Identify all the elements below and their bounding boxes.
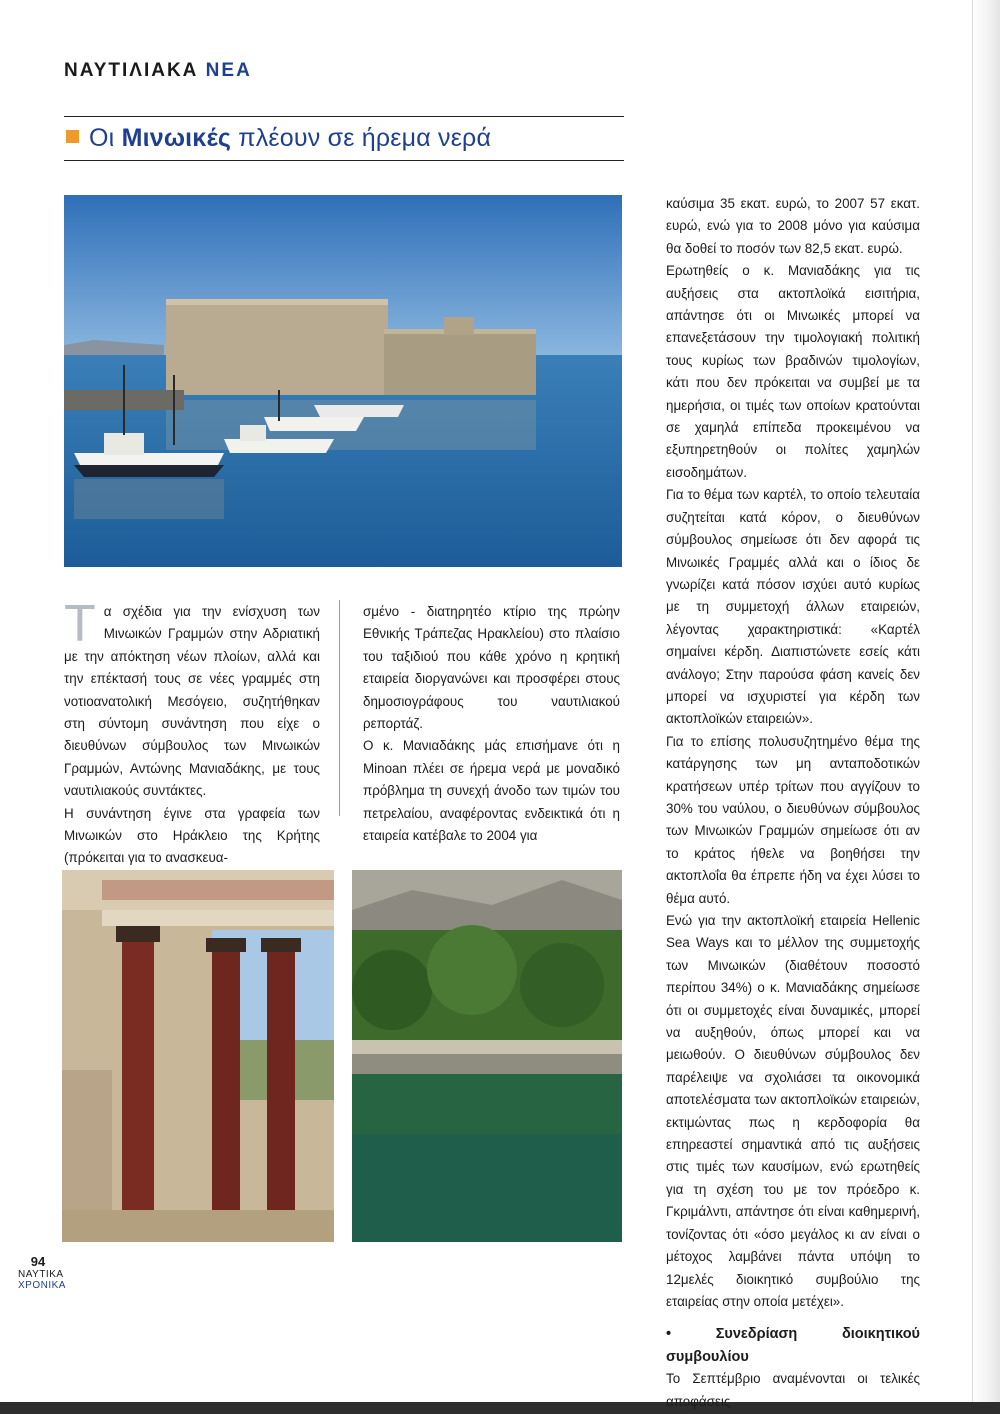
page-folio — [18, 1254, 66, 1291]
section-label — [64, 60, 252, 82]
right-paragraph: Ενώ για την ακτοπλοϊκή εταιρεία Hellenic Sea Ways και το μέλλον της συμμετοχής των Μινωικών (διαθέτουν ποσοστό περίπου 34%) ο κ. Μανιαδάκης σημείωσε ότι οι συμμετοχές είναι δυναμικές, μπορεί να αυξηθούν, όπως μπορεί και να μειωθούν. Ο διευθύνων σύμβουλος δεν παρέλειψε να σχολιάσει τα οικονομικά αποτελέσματα των ακτοπλοϊκών εταιρειών, εκτιμώντας πως η κερδοφορία θα επηρεαστεί σημαντικά από τις αυξήσεις στις τιμές των καυσίμων, ενώ ερωτηθείς για τη σχέση του με τον πρόεδρο κ. Γκριμάλντι, απάντησε ότι είναι καθημερινή, τονίζοντας ότι «όσο μεγάλος κι αν είναι ο μέτοχος λαμβάνει πάντα υπόψη το 12μελές διοικητικό συμβούλιο της εταιρείας στην οποία μετέχει». — [666, 913, 920, 1309]
headline-bottom-rule — [64, 160, 624, 161]
middle-paragraph: σμένο - διατηρητέο κτίριο της πρώην Εθνικής Τράπεζας Ηρακλείου) στο πλαίσιο του ταξιδιού που κάθε χρόνο η κρητική εταιρεία διοργανώνει και προσφέρει στους δημοσιογράφους του ναυτιλιακού ρεπορτάζ. — [363, 604, 620, 732]
headline-bold: Μινωικές — [121, 124, 232, 152]
right-paragraph: Για το θέμα των καρτέλ, το οποίο τελευταία συζητείται κατά κόρον, ο διευθύνων σύμβουλος σημείωσε ότι δεν αφορά τις Μινωικές Γραμμές αλλά και ο ίδιος δε γνωρίζει κατά πόσον ισχύει αυτό κυρίως με τη συμμετοχή άλλων εταιρειών, λέγοντας χαρακτηριστικά: «Καρτέλ σημαίνει κέρδη. Διαπιστώνετε εσείς κάτι ανάλογο; Στην παρούσα φάση κανείς δεν μπορεί να ισχυριστεί για κέρδη των ακτοπλοϊκών εταιρειών». — [666, 487, 920, 727]
subheading: • Συνεδρίαση διοικητικού συμβουλίου — [666, 1326, 920, 1365]
left-paragraph: α σχέδια για την ενίσχυση των Μινωικών Γραμμών στην Αδριατική με την απόκτηση νέων πλοίων, αλλά και την επέκτασή τους σε νέες γραμμές στη νοτιοανατολική Μεσόγειο, συζητήθηκαν στη σύντομη συνάντηση που είχε ο διευθύνων σύμβουλος των Μινωικών Γραμμών, Αντώνης Μανιαδάκης, με τους ναυτιλιακούς συντάκτες. — [64, 604, 320, 799]
middle-paragraph: Ο κ. Μανιαδάκης μάς επισήμανε ότι η Minoan πλέει σε ήρεμα νερά με μοναδικό πρόβλημα τη συνεχή άνοδο των τιμών του πετρελαίου, αναφέροντας ενδεικτικά ότι η εταιρεία κατέβαλε το 2004 για — [363, 738, 620, 844]
section-label-part2: ΝΕΑ — [205, 60, 252, 81]
column-divider — [339, 600, 340, 816]
right-paragraph: καύσιμα 35 εκατ. ευρώ, το 2007 57 εκατ. ευρώ, ενώ για το 2008 μόνο για καύσιμα θα δοθεί το ποσόν των 82,5 εκατ. ευρώ. — [666, 196, 920, 256]
left-paragraph: Η συνάντηση έγινε στα γραφεία των Μινωικών στο Ηράκλειο της Κρήτης (πρόκειται για το ανασκευα- — [64, 805, 320, 866]
article-headline — [66, 124, 491, 153]
right-paragraph: Το Σεπτέμβριο αναμένονται οι τελικές αποφάσεις — [666, 1371, 920, 1409]
drop-cap: Τ — [64, 595, 96, 653]
harbor-fortress-photo — [64, 195, 622, 567]
headline-top-rule — [64, 116, 624, 117]
right-column — [666, 193, 920, 1413]
knossos-palace-photo — [62, 870, 334, 1242]
headline-post: πλέουν σε ήρεμα νερά — [238, 124, 492, 152]
green-lake-photo — [352, 870, 622, 1242]
headline-bullet-icon — [66, 130, 79, 143]
headline-pre: Οι — [89, 124, 115, 152]
left-column — [64, 595, 320, 870]
middle-column — [363, 601, 620, 847]
right-paragraph: Για το επίσης πολυσυζητημένο θέμα της κατάργησης των μη ανταποδοτικών κρατήσεων υπέρ τρίτων που αγγίζουν το 30% του ναύλου, ο διευθύνων σύμβουλος των Μινωικών Γραμμών σημείωσε ότι αν το κράτος ήθελε να βοηθήσει την ακτοπλοΐα θα έπρεπε ήδη να έχει λύσει το θέμα αυτό. — [666, 733, 920, 906]
magazine-name-line1: ΝΑΥΤΙΚΑ — [18, 1269, 64, 1280]
magazine-name-line2: ΧΡΟΝΙΚΑ — [18, 1280, 66, 1291]
page-number: 94 — [30, 1254, 46, 1269]
right-paragraph: Ερωτηθείς ο κ. Μανιαδάκης για τις αυξήσεις στα ακτοπλοϊκά εισιτήρια, απάντησε ότι οι Μινωικές μπορεί να επανεξετάσουν την τιμολογιακή πολιτική τους κυρίως των βραδινών τιμολογίων, κάτι που δεν πρόκειται να συμβεί με τα ημερήσια, οι τιμές των οποίων κρατούνται σε χαμηλά επίπεδα προκειμένου να εξυπηρετηθούν οι πολίτες χαμηλών εισοδημάτων. — [666, 263, 920, 480]
page-edge-shadow — [972, 0, 1000, 1414]
section-label-part1: ΝΑΥΤΙΛΙΑΚΑ — [64, 60, 199, 81]
